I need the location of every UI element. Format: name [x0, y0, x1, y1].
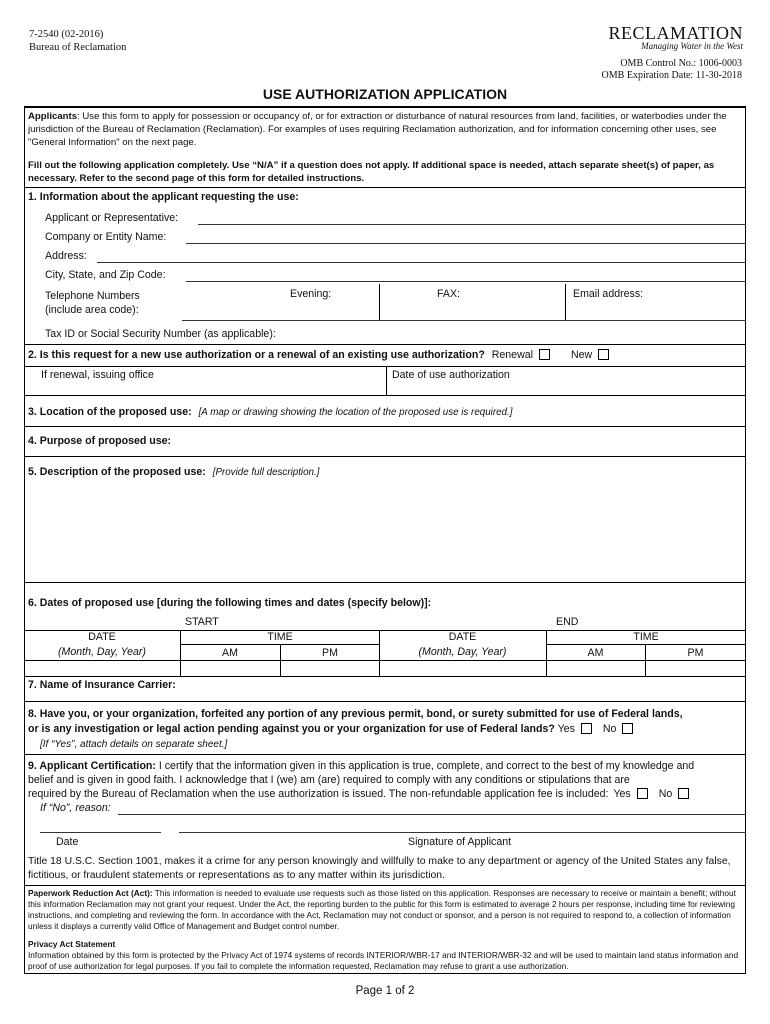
- start-date-label: DATE: [88, 631, 116, 643]
- section7-heading: 7. Name of Insurance Carrier:: [28, 679, 176, 691]
- reason-input[interactable]: [118, 814, 746, 815]
- agency-name: Bureau of Reclamation: [29, 42, 127, 53]
- applicants-text: : Use this form to apply for possession or occupancy of, or for extraction or disturbance of natural resources from land, facilities, or waterbodies under the jurisdiction of the Bureau of Reclamation (Reclamation). For examples of uses requiring Reclamation authorization, and for information concerning other uses, see "General Information" on the next page.: [28, 111, 727, 148]
- section9-no-checkbox[interactable]: [678, 788, 689, 799]
- end-date-label: DATE: [448, 631, 477, 643]
- section3-row: [28, 406, 512, 418]
- omb-info: [602, 58, 742, 82]
- title18-warning: Title 18 U.S.C. Section 1001, makes it a crime for any person knowingly and willfully to make to any department or agency of the United States any false, fictitious, or fraudulent statements or representations as to any matter within its jurisdiction.: [28, 856, 731, 881]
- section5-row: [28, 466, 319, 478]
- divider: [24, 660, 746, 661]
- divider: [24, 366, 746, 367]
- section9-text3: required by the Bureau of Reclamation when the use authorization is issued. The non-refundable application fee is included:: [28, 788, 609, 800]
- section8-line2-row: [28, 723, 633, 735]
- section3-heading: 3. Location of the proposed use:: [28, 406, 192, 418]
- page-title: USE AUTHORIZATION APPLICATION: [262, 86, 508, 102]
- divider: [565, 284, 566, 320]
- new-label: New: [570, 349, 593, 361]
- telephone-label-1: Telephone Numbers: [45, 290, 140, 302]
- intro-instructions: Fill out the following application completely. Use “N/A” if a question does not apply. If additional space is needed, attach separate sheet(s) of paper, as necessary. Refer to the second page of this form for detailed instructions.: [28, 160, 715, 184]
- address-input[interactable]: [97, 262, 746, 263]
- section9-if-no: If “No”, reason:: [40, 802, 111, 814]
- section1-heading: 1. Information about the applicant requesting the use:: [28, 191, 299, 203]
- address-label: Address:: [45, 250, 87, 262]
- section9-label: 9. Applicant Certification:: [28, 760, 156, 772]
- privacy-label: Privacy Act Statement: [28, 939, 116, 949]
- divider: [379, 284, 380, 320]
- section8-line2: or is any investigation or legal action pending against you or your organization for use of Federal lands?: [28, 723, 555, 735]
- start-time-label: TIME: [267, 631, 293, 643]
- form-number: 7-2540 (02-2016): [29, 29, 104, 40]
- divider: [24, 676, 746, 677]
- end-pm-label: PM: [687, 647, 704, 659]
- new-checkbox[interactable]: [598, 349, 609, 360]
- start-label: START: [185, 616, 219, 628]
- divider: [24, 754, 746, 755]
- omb-control: OMB Control No.: 1006-0003: [620, 58, 742, 69]
- form-header-left: [29, 28, 126, 54]
- evening-label: Evening:: [290, 288, 332, 300]
- privacy-text: Information obtained by this form is protected by the Privacy Act of 1974 systems of records INTERIOR/WBR-17 and INTERIOR/WBR-32 and will be used to maintain land status information and proof of use authorization for legal purposes. If you fail to complete the information requested, Reclamation may refuse to grant a use authorization.: [28, 950, 739, 971]
- date-of-use-label: Date of use authorization: [392, 369, 510, 381]
- signature-input[interactable]: [179, 832, 746, 833]
- end-label: END: [556, 616, 579, 628]
- section2-row: [28, 349, 609, 361]
- divider: [24, 187, 746, 188]
- divider: [180, 644, 380, 645]
- section6-heading: 6. Dates of proposed use [during the following times and dates (specify below)]:: [28, 597, 432, 609]
- section9-yes-checkbox[interactable]: [637, 788, 648, 799]
- section5-heading: 5. Description of the proposed use:: [28, 466, 206, 478]
- date-input[interactable]: [40, 832, 161, 833]
- date-label: Date: [56, 836, 79, 848]
- divider: [24, 395, 746, 396]
- section2-heading: 2. Is this request for a new use authorization or a renewal of an existing use authorization?: [28, 349, 485, 361]
- divider: [546, 644, 746, 645]
- section9-no-label: No: [658, 788, 673, 800]
- paperwork-notice: [28, 888, 744, 932]
- reclamation-logo: [598, 24, 743, 51]
- section8-note: [If “Yes”, attach details on separate sheet.]: [40, 739, 228, 750]
- section4-number: 4: [28, 435, 34, 447]
- taxid-label: Tax ID or Social Security Number (as applicable):: [45, 328, 276, 340]
- section8-yes-checkbox[interactable]: [581, 723, 592, 734]
- applicant-label: Applicant or Representative:: [45, 212, 179, 224]
- applicants-label: Applicants: [28, 111, 78, 122]
- start-am-label: AM: [222, 647, 238, 659]
- divider: [24, 426, 746, 427]
- divider: [24, 344, 746, 345]
- fax-label: FAX:: [437, 288, 460, 300]
- divider: [24, 701, 746, 702]
- paperwork-text: This information is needed to evaluate use requests such as those listed on this application. Responses are necessary to receive or maintain a benefit; without this information Reclamation may not grant your request. Under the Act, the reporting burden to the public for this form is estimated to average 2 hours per response, including time for reviewing instructions, and completing and reviewing the form. In accordance with the Act, Reclamation may not conduct or sponsor, and a person is not required to respond to, a collection of information unless it displays a currently valid Office of Management and Budget control number.: [28, 888, 736, 931]
- intro-applicants: [28, 110, 744, 149]
- applicant-input[interactable]: [198, 224, 746, 225]
- divider: [24, 885, 746, 886]
- section9-text2: belief and is given in good faith. I acknowledge that I (we) am (are) required to comply with any conditions or stipulations that are: [28, 774, 630, 786]
- paperwork-label: Paperwork Reduction Act (Act):: [28, 888, 153, 898]
- section5-note: [Provide full description.]: [212, 467, 320, 478]
- end-am-label: AM: [587, 647, 604, 659]
- city-label: City, State, and Zip Code:: [45, 269, 166, 281]
- signature-label: Signature of Applicant: [408, 836, 512, 848]
- section3-note: [A map or drawing showing the location of the proposed use is required.]: [198, 407, 513, 418]
- city-input[interactable]: [186, 281, 746, 282]
- renewal-label: Renewal: [491, 349, 533, 361]
- end-time-label: TIME: [633, 631, 659, 643]
- page-number: Page 1 of 2: [355, 985, 415, 997]
- divider: [24, 456, 746, 457]
- renewal-checkbox[interactable]: [539, 349, 550, 360]
- start-date-format: (Month, Day, Year): [58, 646, 146, 658]
- issuing-office-label: If renewal, issuing office: [41, 369, 154, 381]
- company-input[interactable]: [186, 243, 746, 244]
- logo-name: RECLAMATION: [608, 23, 743, 43]
- section9-line3: [28, 788, 689, 800]
- omb-expiration: OMB Expiration Date: 11-30-2018: [601, 70, 742, 81]
- section9-text1: I certify that the information given in this application is true, complete, and correct to the best of my knowledge and: [155, 760, 695, 772]
- divider: [24, 582, 746, 583]
- section8-no-label: No: [602, 723, 617, 735]
- telephone-input[interactable]: [182, 320, 746, 321]
- section9-line1: [28, 760, 694, 772]
- start-pm-label: PM: [322, 647, 338, 659]
- company-label: Company or Entity Name:: [45, 231, 167, 243]
- section9-yes-label: Yes: [613, 788, 631, 800]
- section4-row: [28, 435, 171, 447]
- section4-heading: . Purpose of proposed use:: [33, 435, 172, 447]
- end-date-format: (Month, Day, Year): [418, 646, 507, 658]
- email-label: Email address:: [573, 288, 644, 300]
- logo-tagline: Managing Water in the West: [641, 41, 743, 51]
- section8-yes-label: Yes: [557, 723, 575, 735]
- section8-no-checkbox[interactable]: [622, 723, 633, 734]
- divider: [386, 366, 387, 395]
- telephone-label-2: (include area code):: [45, 304, 139, 316]
- section8-line1: 8. Have you, or your organization, forfeited any portion of any previous permit, bond, or surety submitted for use of Federal lands,: [28, 708, 683, 720]
